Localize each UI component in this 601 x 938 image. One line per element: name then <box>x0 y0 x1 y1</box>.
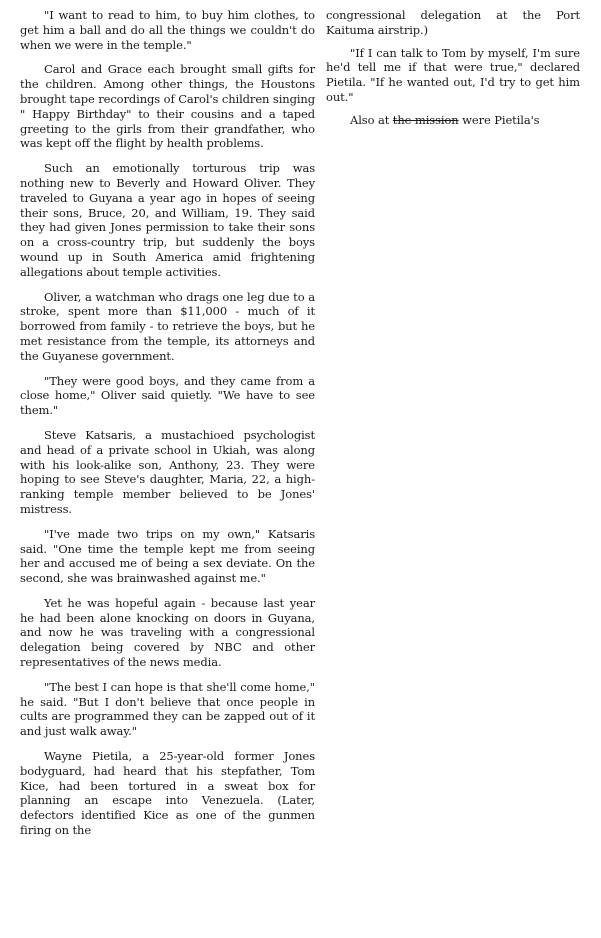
paragraph: "The best I can hope is that she'll come home," he said. "But I don't believe that once people in cults are programmed they can be zapped out of it and just walk away." <box>20 679 315 739</box>
paragraph: "If I can talk to Tom by myself, I'm sure he'd tell me if that were true," declared Pietila. "If he wanted out, I'd try to get him out." <box>326 45 580 104</box>
paragraph: Carol and Grace each brought small gifts for the children. Among other things, the Houstons brought tape recordings of Carol's children singing " Happy Birthday" to their cousins and a taped greeting to the girls from their grandfather, who was kept off the flight by health problems. <box>20 62 315 151</box>
paragraph: "I want to read to him, to buy him clothes, to get him a ball and do all the things we couldn't do when we were in the temple." <box>20 8 315 52</box>
paragraph: Oliver, a watchman who drags one leg due to a stroke, spent more than $11,000 - much of it borrowed from family - to retrieve the boys, but he met resistance from the temple, its attorneys and the Guyanese government. <box>20 289 315 363</box>
paragraph: Steve Katsaris, a mustachioed psychologist and head of a private school in Ukiah, was along with his look-alike son, Anthony, 23. They were hoping to see Steve's daughter, Maria, 22, a high-ranking temple member believed to be Jones' mistress. <box>20 427 315 516</box>
paragraph-text: were Pietila's <box>458 112 540 127</box>
continued-paragraph: congressional delegation at the Port Kaituma airstrip.) <box>326 8 580 37</box>
paragraph-text: Also at <box>350 112 393 127</box>
struck-text: the mission <box>392 112 459 127</box>
paragraph <box>326 113 580 128</box>
paragraph: Such an emotionally torturous trip was nothing new to Beverly and Howard Oliver. They traveled to Guyana a year ago in hopes of seeing their sons, Bruce, 20, and William, 19. They said they had given Jones permission to take their sons on a cross-country trip, but suddenly the boys wound up in South America amid frightening allegations about temple activities. <box>20 161 315 279</box>
paragraph: "They were good boys, and they came from a close home," Oliver said quietly. "We have to see them." <box>20 373 315 418</box>
paragraph: Wayne Pietila, a 25-year-old former Jones bodyguard, had heard that his stepfather, Tom Kice, had been tortured in a sweat box for planning an escape into Venezuela. (Later, defectors identified Kice as one of the gunmen firing on the <box>20 749 315 838</box>
paragraph: Yet he was hopeful again - because last year he had been alone knocking on doors in Guyana, and now he was traveling with a congressional delegation being covered by NBC and other representatives of the news media. <box>20 595 315 670</box>
right-column <box>326 8 580 136</box>
paragraph: "I've made two trips on my own," Katsaris said. "One time the temple kept me from seeing her and accused me of being a sex deviate. On the second, she was brainwashed against me." <box>20 526 315 586</box>
left-column <box>20 8 315 848</box>
